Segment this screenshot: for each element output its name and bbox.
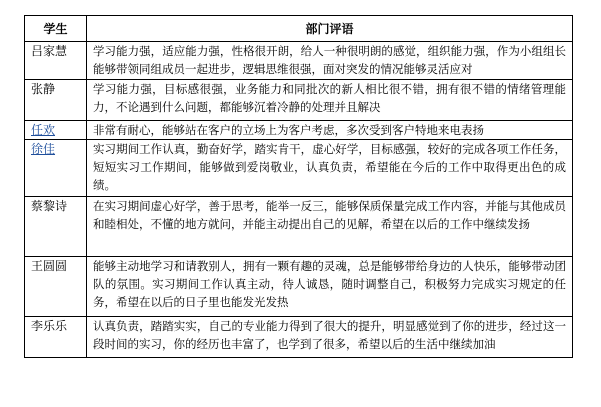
student-name: 张静 <box>25 80 87 121</box>
department-comment: 能够主动地学习和请教别人，拥有一颗有趣的灵魂，总是能够带给身边的人快乐，能够带动团队的氛围。实习期间工作认真主动，待人诚恳，随时调整自己，积极努力完成实习规定的任务，希望在以后的日子里也能发光发热 <box>87 257 573 317</box>
evaluation-table <box>24 15 573 358</box>
table-row <box>25 42 573 80</box>
student-name: 王圆圆 <box>25 257 87 317</box>
table-row <box>25 121 573 140</box>
student-name: 吕家慧 <box>25 42 87 80</box>
student-name: 任欢 <box>31 123 56 137</box>
student-column-header: 学生 <box>25 16 87 42</box>
student-name: 李乐乐 <box>25 317 87 358</box>
department-comment: 在实习期间虚心好学，善于思考，能举一反三，能够保质保量完成工作内容，并能与其他成员和睦相处，不懂的地方就问，并能主动提出自己的见解，希望在以后的工作中继续发扬 <box>87 197 573 257</box>
table-row <box>25 140 573 197</box>
table-row <box>25 257 573 317</box>
department-comment: 学习能力强，目标感很强，业务能力和同批次的新人相比很不错，拥有很不错的情绪管理能力，不论遇到什么问题，都能够沉着冷静的处理并且解决 <box>87 80 573 121</box>
department-comment: 实习期间工作认真，勤奋好学，踏实肯干，虚心好学，目标感强，较好的完成各项工作任务，短短实习工作期间，能够做到爱岗敬业，认真负责，希望能在今后的工作中取得更出色的成绩。 <box>87 140 573 197</box>
student-name: 徐佳 <box>31 142 56 156</box>
student-name: 蔡黎诗 <box>25 197 87 257</box>
table-row <box>25 80 573 121</box>
department-comment: 非常有耐心，能够站在客户的立场上为客户考虑，多次受到客户特地来电表扬 <box>87 121 573 140</box>
student-name-cell <box>25 121 87 140</box>
table-row <box>25 197 573 257</box>
student-name-cell <box>25 140 87 197</box>
department-comment: 认真负责，踏踏实实，自己的专业能力得到了很大的提升，明显感觉到了你的进步，经过这一段时间的实习，你的经历也丰富了，也学到了很多，希望以后的生活中继续加油 <box>87 317 573 358</box>
comment-column-header: 部门评语 <box>87 16 573 42</box>
table-header-row <box>25 16 573 42</box>
department-comment: 学习能力强，适应能力强，性格很开朗，给人一种很明朗的感觉，组织能力强，作为小组组长能够带领同组成员一起进步，逻辑思维很强，面对突发的情况能够灵活应对 <box>87 42 573 80</box>
table-row <box>25 317 573 358</box>
